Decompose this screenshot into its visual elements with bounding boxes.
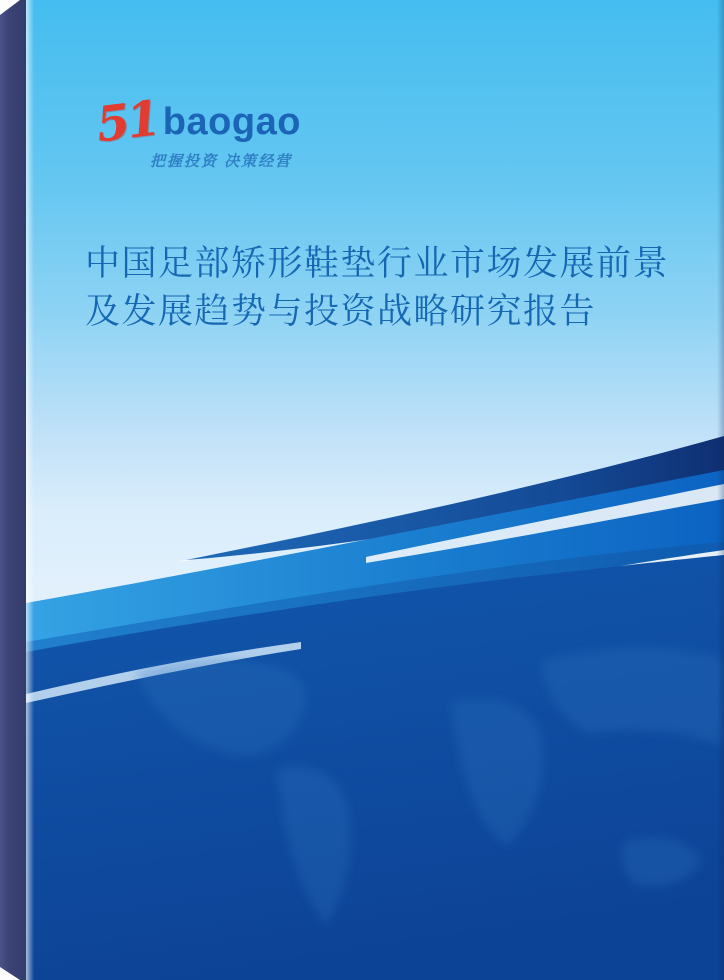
report-title-line1: 中国足部矫形鞋垫行业市场发展前景 [85,244,670,283]
logo-row [93,90,301,154]
book-spine [0,0,26,980]
report-title [85,240,669,336]
logo-tagline: 把握投资 决策经营 [150,153,293,170]
logo [93,90,301,171]
logo-mark-51: 51 [93,90,161,154]
book-cover [26,0,724,980]
report-title-line2: 及发展趋势与投资战略研究报告 [85,292,597,331]
logo-name: baogao [162,101,301,143]
